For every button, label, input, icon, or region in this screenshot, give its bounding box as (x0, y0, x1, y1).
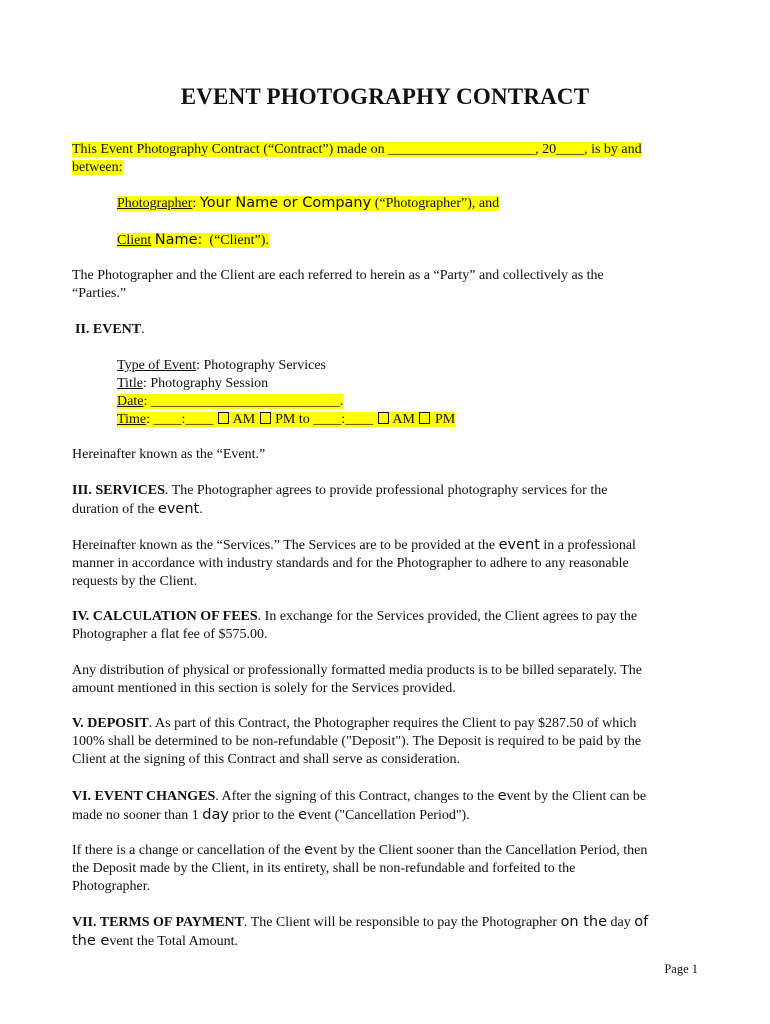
payment-heading: VII. TERMS OF PAYMENT (72, 915, 244, 930)
document-title: EVENT PHOTOGRAPHY CONTRACT (180, 84, 590, 109)
deposit-heading: V. DEPOSIT (72, 716, 149, 731)
event-heading: II. EVENT. (75, 322, 145, 337)
event-changes-paragraph: VI. EVENT CHANGES. After the signing of this Contract, changes to the event by the Client can be made no sooner than 1 day prior to the event ("Cancellation Period"). (72, 788, 647, 823)
deposit-paragraph: V. DEPOSIT. As part of this Contract, the Photographer requires the Client to pay $287.50 of which 100% shall be determined to be non-refundable ("Deposit"). The Deposit is required to be paid by the Client at the signing of this Contract and shall serve as consideration. (72, 716, 642, 767)
am-checkbox-end[interactable] (378, 412, 389, 424)
services-detail-paragraph: Hereinafter known as the “Services.” The Services are to be provided at the event in a professional manner in accordance with industry standards and for the Photographer to adhere to any reasonable requests by the Client. (72, 537, 636, 589)
intro-line-1: This Event Photography Contract (“Contract”) made on _____________________, 20____, is by and (72, 142, 642, 157)
services-paragraph: III. SERVICES. The Photographer agrees to provide professional photography services for the duration of the event. (72, 483, 608, 517)
photographer-name-placeholder[interactable]: Your Name or Company (199, 195, 372, 211)
start-time-blank[interactable]: : ____:____ (146, 412, 217, 427)
event-title-line: Title: Photography Session (117, 376, 269, 391)
photographer-label: Photographer (117, 196, 193, 211)
parties-paragraph: The Photographer and the Client are each referred to herein as a “Party” and collectively as the “Parties.” (72, 268, 604, 301)
am-checkbox-start[interactable] (218, 412, 229, 424)
client-label: Client (117, 233, 152, 248)
intro-paragraph (72, 141, 692, 177)
photographer-line: Photographer: Your Name or Company (“Photographer”), and (117, 195, 500, 211)
end-time-blank[interactable]: PM to ____:____ (275, 412, 377, 427)
event-details (117, 357, 677, 429)
fees-detail-paragraph: Any distribution of physical or professionally formatted media products is to be billed separately. The amount mentioned in this section is solely for the Services provided. (72, 663, 642, 696)
hereinafter-event: Hereinafter known as the “Event.” (72, 447, 266, 462)
event-date-line: Date: ___________________________. (117, 394, 344, 409)
fees-paragraph: IV. CALCULATION OF FEES. In exchange for the Services provided, the Client agrees to pay the Photographer a flat fee of $575.00. (72, 609, 638, 642)
date-blank[interactable]: : ___________________________. (143, 394, 344, 409)
pm-checkbox-start[interactable] (260, 412, 271, 424)
event-changes-detail-paragraph: If there is a change or cancellation of the event by the Client sooner than the Cancellation Period, then the Deposit made by the Client, in its entirety, shall be non-refundable and forfeited to the Photographer. (72, 842, 648, 894)
pm-checkbox-end[interactable] (419, 412, 430, 424)
intro-line-2: between: (72, 160, 123, 175)
client-name-placeholder[interactable]: Name: (154, 232, 203, 248)
services-heading: III. SERVICES (72, 483, 165, 498)
payment-paragraph: VII. TERMS OF PAYMENT. The Client will be responsible to pay the Photographer on the day of the event the Total Amount. (72, 914, 649, 949)
page-number: Page 1 (664, 962, 698, 976)
event-type-line: Type of Event: Photography Services (117, 358, 326, 373)
fees-heading: IV. CALCULATION OF FEES (72, 609, 258, 624)
event-changes-heading: VI. EVENT CHANGES (72, 789, 216, 804)
event-time-line: Time: ____:____ AM PM to ____:____ AM PM (117, 412, 456, 427)
client-line: Client Name: (“Client”). (117, 232, 269, 248)
